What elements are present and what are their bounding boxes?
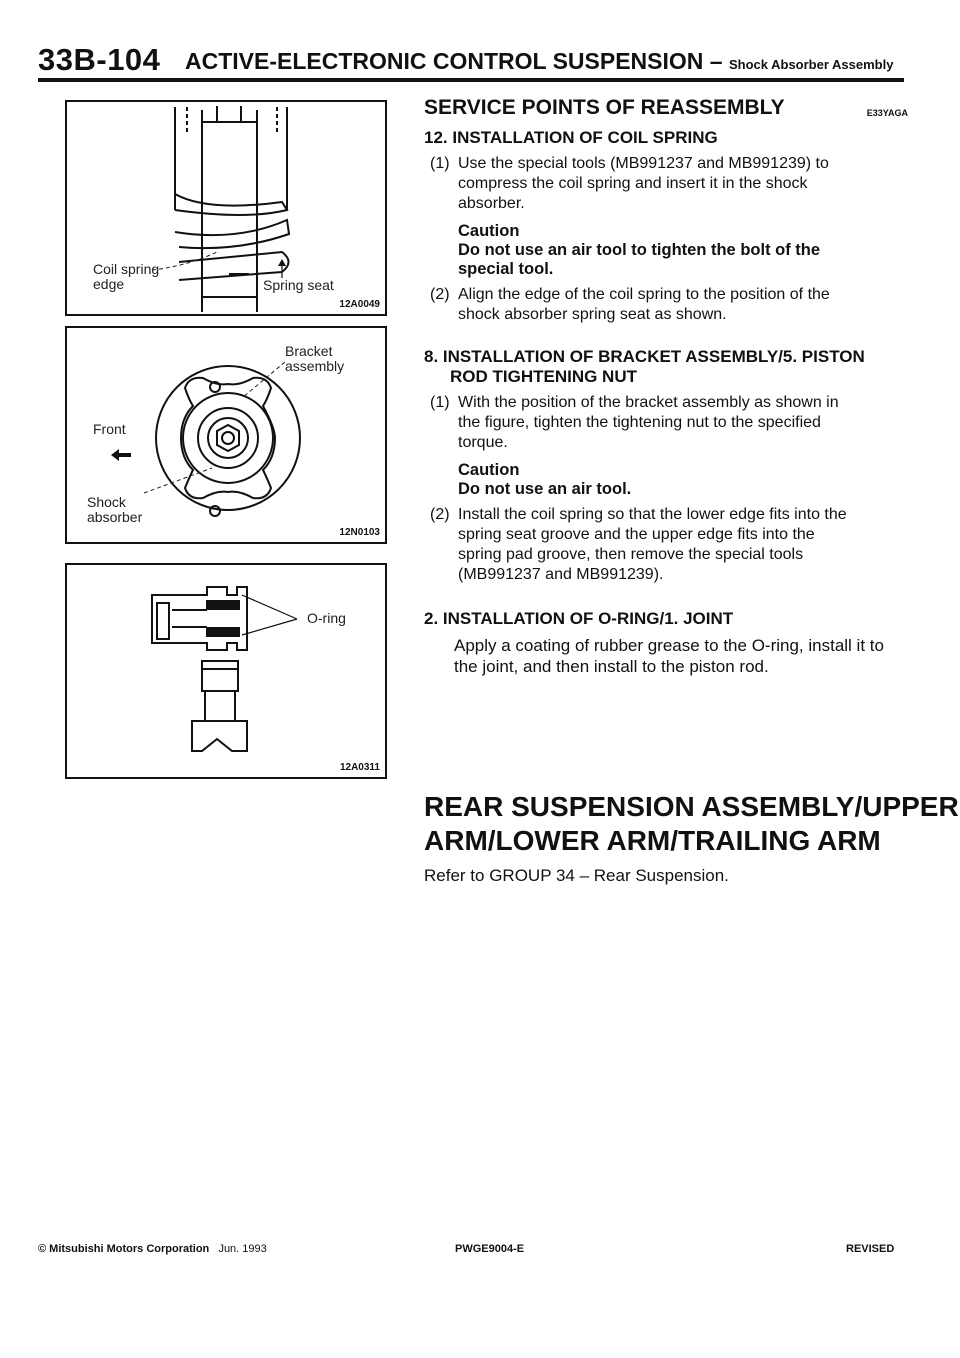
item-12-step-1 (424, 154, 908, 214)
label-bracket-assembly (285, 344, 344, 374)
page-number: 33B-104 (38, 42, 161, 77)
item-8-step-2 (424, 505, 908, 585)
step-line: spring pad groove, then remove the special tools (458, 546, 804, 563)
caution-line: special tool. (458, 260, 554, 278)
header-rule (38, 78, 904, 82)
label-coil-spring: Coil spring (93, 261, 160, 277)
caution-line: Do not use an air tool. (458, 480, 632, 498)
caution-label: Caution (458, 222, 520, 240)
label-shock: Shock (87, 494, 126, 510)
item-2-body (424, 635, 908, 677)
figure-bracket-assembly (65, 326, 387, 544)
title-separator: – (709, 48, 723, 74)
section-title: SERVICE POINTS OF REASSEMBLY (424, 96, 785, 119)
item-8-heading (424, 347, 908, 387)
figure-coil-spring (65, 100, 387, 316)
label-coil-spring-edge (93, 262, 159, 292)
rear-suspension-reference: Refer to GROUP 34 – Rear Suspension. (424, 866, 729, 885)
item-12-heading: 12. INSTALLATION OF COIL SPRING (424, 128, 718, 147)
label-absorber: absorber (87, 509, 143, 525)
step-number: (2) (430, 286, 450, 303)
heading-line: ROD TIGHTENING NUT (450, 367, 637, 386)
item-12-caution (424, 222, 908, 279)
service-points-section (424, 96, 908, 677)
figure-code: 12A0311 (339, 762, 380, 773)
header-subtitle: Shock Absorber Assembly (728, 57, 894, 72)
label-o-ring: O-ring (307, 610, 346, 626)
step-number: (2) (430, 506, 450, 523)
body-line: the joint, and then install to the piston rod. (454, 657, 769, 676)
section-code: E33YAGA (866, 108, 908, 118)
item-2-heading: 2. INSTALLATION OF O-RING/1. JOINT (424, 609, 734, 628)
label-edge: edge (93, 276, 125, 292)
label-spring-seat: Spring seat (263, 277, 334, 293)
footer-date: Jun. 1993 (218, 1243, 267, 1255)
body-line: Apply a coating of rubber grease to the O-ring, install it to (454, 636, 884, 655)
step-line: With the position of the bracket assembly as shown in (458, 394, 839, 411)
step-line: (MB991237 and MB991239). (458, 566, 664, 583)
step-line: Align the edge of the coil spring to the position of the (458, 286, 830, 303)
item-8-step-1 (424, 393, 908, 453)
page-header (38, 42, 900, 80)
footer-doc-code: PWGE9004-E (455, 1243, 525, 1255)
label-assembly: assembly (285, 358, 345, 374)
step-line: spring seat groove and the upper edge fits into the (458, 526, 815, 543)
caution-label: Caution (458, 461, 520, 479)
step-number: (1) (430, 394, 450, 411)
label-bracket: Bracket (285, 343, 333, 359)
figure-code: 12N0103 (339, 527, 380, 538)
label-front: Front (93, 421, 126, 437)
caution-line: Do not use an air tool to tighten the bolt of the (458, 241, 821, 259)
step-line: Use the special tools (MB991237 and MB991239) to (458, 155, 829, 172)
item-8-caution (424, 461, 908, 499)
step-line: the figure, tighten the tightening nut to the specified (458, 414, 821, 431)
step-line: torque. (458, 434, 508, 451)
o-ring-illustration (67, 565, 385, 777)
figure-o-ring (65, 563, 387, 779)
step-line: Install the coil spring so that the lower edge fits into the (458, 506, 847, 523)
step-line: absorber. (458, 195, 525, 212)
figure-code: 12A0049 (339, 299, 380, 310)
footer-copyright (38, 1243, 267, 1255)
rear-suspension-title: ARM/LOWER ARM/TRAILING ARM (424, 825, 881, 856)
label-shock-absorber (87, 495, 142, 525)
header-title (185, 48, 893, 75)
heading-line: 8. INSTALLATION OF BRACKET ASSEMBLY/5. PISTON (424, 347, 865, 366)
item-12-step-2 (424, 285, 908, 325)
rear-suspension-title: REAR SUSPENSION ASSEMBLY/UPPER (424, 791, 959, 822)
footer-status: REVISED (846, 1243, 895, 1255)
copyright: © Mitsubishi Motors Corporation (38, 1243, 210, 1255)
step-number: (1) (430, 155, 450, 172)
step-line: shock absorber spring seat as shown. (458, 306, 727, 323)
step-line: compress the coil spring and insert it in the shock (458, 175, 808, 192)
rear-suspension-section (424, 790, 959, 886)
group-title: ACTIVE-ELECTRONIC CONTROL SUSPENSION (185, 48, 704, 74)
